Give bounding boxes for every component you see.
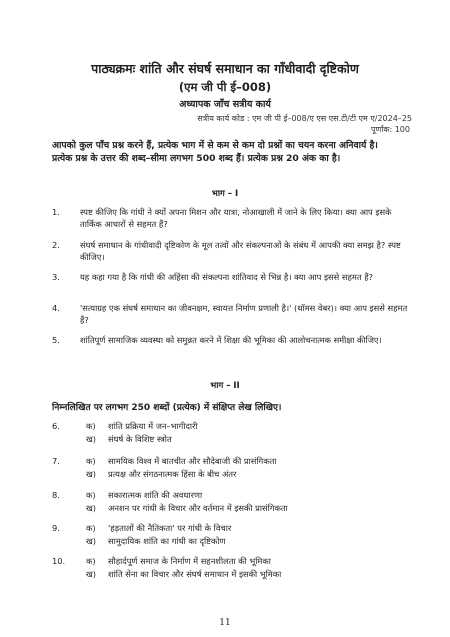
question-number: 1. (52, 207, 60, 217)
sub-key: क) (86, 490, 96, 500)
question-text: संघर्ष समाधान के गांधीवादी दृष्टिकोण के मूल तत्वों और संकल्पनाओं के संबंध में आपकी क्या समझ है? स्पष्ट कीजिए। (80, 240, 401, 262)
sub-key: क) (86, 421, 96, 431)
sub-text: सामुदायिक शांति का गांधी का दृष्टिकोण (108, 536, 226, 546)
assignment-subtitle: अध्यापक जाँच सत्रीय कार्य (179, 99, 271, 110)
sub-question-b (86, 502, 412, 515)
question-number: 5. (52, 335, 60, 345)
question-number: 2. (52, 240, 60, 250)
question-8 (52, 489, 412, 515)
question-text: 'सत्याग्रह एक संघर्ष समाधान का जीवनक्षम, स्वायत्त निर्माण प्रणाली है।' (थॉमस वेबर)। क्या आप इससे सहमत हैं? (80, 303, 408, 325)
sub-question-b (86, 433, 412, 446)
sub-question-a (86, 455, 412, 468)
question-7 (52, 455, 412, 481)
sub-key: ख) (86, 503, 97, 513)
question-number: 10. (52, 556, 66, 566)
sub-question-a (86, 555, 412, 568)
sub-key: क) (86, 456, 96, 466)
question-5 (52, 334, 412, 346)
sub-text: अनशन पर गांधी के विचार और वर्तमान में इसकी प्रासंगिकता (108, 503, 288, 513)
sub-question-b (86, 535, 412, 548)
sub-text: सामयिक विश्व में बातचीत और सौदेबाजी की प्रासंगिकता (108, 456, 277, 466)
sub-key: ख) (86, 536, 97, 546)
sub-key: क) (86, 556, 96, 566)
question-1 (52, 206, 412, 230)
sub-question-b (86, 568, 412, 581)
question-number: 6. (52, 421, 60, 431)
question-6 (52, 420, 412, 446)
question-3 (52, 271, 412, 283)
sub-question-a (86, 489, 412, 502)
sub-text: शांति सेना का विचार और संघर्ष समाधान में इसकी भूमिका (108, 569, 282, 579)
question-4 (52, 302, 412, 326)
sub-text: संघर्ष के विशिष्ट स्त्रोत (108, 434, 172, 444)
sub-key: क) (86, 523, 96, 533)
part1-heading: भाग – I (211, 189, 239, 199)
question-number: 8. (52, 490, 60, 500)
page-number: 11 (219, 618, 231, 628)
question-number: 3. (52, 272, 60, 282)
question-10 (52, 555, 412, 581)
sub-question-b (86, 468, 412, 481)
question-text: स्पष्ट कीजिए कि गांधी ने क्यों अपना मिशन और यात्रा, नोआखाली में जाने के लिए किया। क्या आप इसके तार्किक आधारों से सहमत हैं? (80, 207, 392, 229)
instructions: आपको कुल पाँच प्रश्न करने हैं, प्रत्येक भाग में से कम से कम दो प्रश्नों का चयन करना अनिवार्य है। प्रत्येक प्रश्न के उत्तर की शब्द–सीमा लगभग 500 शब्द हैं। प्रत्येक प्रश्न 20 अंक का है। (52, 140, 378, 164)
question-2 (52, 239, 412, 263)
assignment-code: सत्रीय कार्य कोड : एम जी पी ई–008/ए एस एस.टी/टी एम ए/2024–25 (197, 114, 412, 123)
sub-text: सकारात्मक शांति की अवधारणा (108, 490, 203, 500)
question-number: 4. (52, 303, 60, 313)
question-number: 7. (52, 456, 60, 466)
sub-text: शांति प्रक्रिया में जन–भागीदारी (108, 421, 198, 431)
sub-key: ख) (86, 469, 97, 479)
sub-key: ख) (86, 434, 97, 444)
question-9 (52, 522, 412, 548)
sub-question-a (86, 522, 412, 535)
course-title: पाठ्यक्रमः शांति और संघर्ष समाधान का गाँधीवादी दृष्टिकोण (91, 61, 359, 76)
sub-text: प्रत्यक्ष और संगठनात्मक हिंसा के बीच अंतर (108, 469, 237, 479)
sub-question-a (86, 420, 412, 433)
sub-text: सौहार्दपूर्ण समाज के निर्माण में सहनशीलता की भूमिका (108, 556, 271, 566)
question-number: 9. (52, 523, 60, 533)
question-text: शांतिपूर्ण सामाजिक व्यवस्था को समुन्नत करने में शिक्षा की भूमिका की आलोचनात्मक समीक्षा कीजिए। (80, 335, 382, 345)
sub-text: 'हड़तालों की नैतिकता' पर गांधी के विचार (108, 523, 232, 533)
max-marks: पूर्णांक: 100 (370, 125, 410, 134)
part2-instruction: निम्नलिखित पर लगभग 250 शब्दों (प्रत्येक) में संक्षिप्त लेख लिखिए। (52, 403, 282, 413)
question-text: यह कहा गया है कि गांधी की अहिंसा की संकल्पना शांतिवाद से भिन्न है। क्या आप इससे सहमत हैं? (80, 272, 374, 282)
part2-heading: भाग – II (210, 381, 240, 391)
course-code: (एम जी पी ई–008) (178, 80, 272, 94)
sub-key: ख) (86, 569, 97, 579)
